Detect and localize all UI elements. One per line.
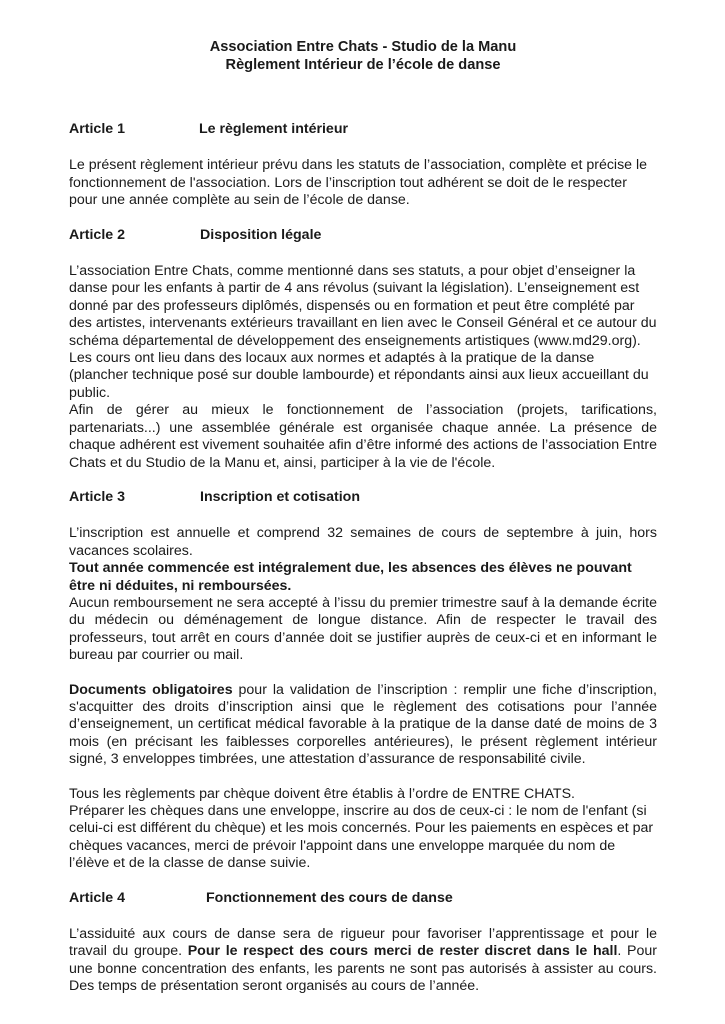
article-3-bold-notice: Tout année commencée est intégralement due, les absences des élèves ne pouvant être ni déduites, ni remboursées. <box>69 560 632 594</box>
article-3-paragraph-3: Aucun remboursement ne sera accepté à l’issu du premier trimestre sauf à la demande écrite du médecin ou déménagement de longue distance. Afin de respecter le travail des professeurs, tout arrêt en cours d’année doit se justifier auprès de ceux-ci et en informant le bureau par courrier ou mail. <box>69 594 657 664</box>
article-number: Article 2 <box>69 226 125 243</box>
article-number: Article 4 <box>69 889 125 906</box>
article-3-paragraph-1: L’inscription est annuelle et comprend 32 semaines de cours de septembre à juin, hors vacances scolaires. <box>69 525 657 559</box>
article-title: Fonctionnement des cours de danse <box>206 889 453 906</box>
document-title: Association Entre Chats - Studio de la Manu <box>209 39 517 55</box>
article-2-paragraph-2: Afin de gérer au mieux le fonctionnement de l’association (projets, tarifications, partenariats...) une assemblée générale est organisée chaque année. La présence de chaque adhérent est vivement souhaitée afin d’être informé des actions de l’association Entre Chats et du Studio de la Manu et, ainsi, participer à la vie de l'école. <box>69 402 657 471</box>
documents-text: pour la validation de l’inscription : remplir une fiche d’inscription, s'acquitter des droits d’inscription ainsi que le règlement des cotisations pour l’année d’enseignement, un certificat médical favorable à la pratique de la danse daté de moins de 3 mois (en précisant les faiblesses corporelles antérieures), le présent règlement intérieur signé, 3 enveloppes timbrées, une attestation d’assurance de responsabilité civile. <box>69 681 657 768</box>
article-4-text-end: . Pour une bonne concentration des enfants, les parents ne sont pas autorisés à assister au cours. Des temps de présentation seront organisés au cours de l’année. <box>69 943 657 995</box>
article-3-cheque-order: Tous les règlements par chèque doivent être établis à l’ordre de ENTRE CHATS. <box>69 785 575 802</box>
article-2-paragraph-1: L’association Entre Chats, comme mentionné dans ses statuts, a pour objet d’enseigner la danse pour les enfants à partir de 4 ans révolus (suivant la législation). L’enseignement est donné par des professeurs diplômés, dispensés ou en formation et peut être complété par des artistes, intervenants extérieurs travaillant en lien avec le Conseil Général et ce autour du schéma départemental de développement des enseignements artistiques (www.md29.org). Les cours ont lieu dans des locaux aux normes et adaptés à la pratique de la danse (plancher technique posé sur double lambourde) et répondants ainsi aux lieux accueillant du public. <box>69 263 657 401</box>
article-title: Inscription et cotisation <box>200 488 361 505</box>
article-3-heading <box>69 489 657 506</box>
article-title: Disposition légale <box>200 226 322 243</box>
article-title: Le règlement intérieur <box>199 121 349 137</box>
article-3-cheque-instructions: Préparer les chèques dans une enveloppe, inscrire au dos de ceux-ci : le nom de l'enfant (si celui-ci est différent du chèque) et les mois concernés. Pour les paiements en espèces et par chèques vacances, merci de prévoir l'appoint dans une enveloppe marquée du nom de l’élève et de la classe de danse suivie. <box>69 803 654 872</box>
article-4-paragraph <box>69 926 657 996</box>
article-3-documents-paragraph <box>69 682 657 769</box>
article-number: Article 1 <box>69 121 125 137</box>
article-4-heading <box>69 890 657 907</box>
document-subtitle: Règlement Intérieur de l’école de danse <box>225 57 501 73</box>
article-1-paragraph: Le présent règlement intérieur prévu dans les statuts de l’association, complète et précise le fonctionnement de l'association. Lors de l’inscription tout adhérent se doit de le respecter pour une année complète au sein de l’école de danse. <box>69 157 648 209</box>
article-number: Article 3 <box>69 488 125 505</box>
article-1-heading <box>69 121 657 138</box>
documents-label: Documents obligatoires <box>69 681 233 698</box>
article-2-heading <box>69 227 657 244</box>
article-4-bold-notice: Pour le respect des cours merci de rester discret dans le hall <box>187 943 618 960</box>
article-4-text-start: L’assiduité aux cours de danse sera de rigueur pour favoriser l’apprentissage et pour le travail du groupe. <box>69 926 657 960</box>
